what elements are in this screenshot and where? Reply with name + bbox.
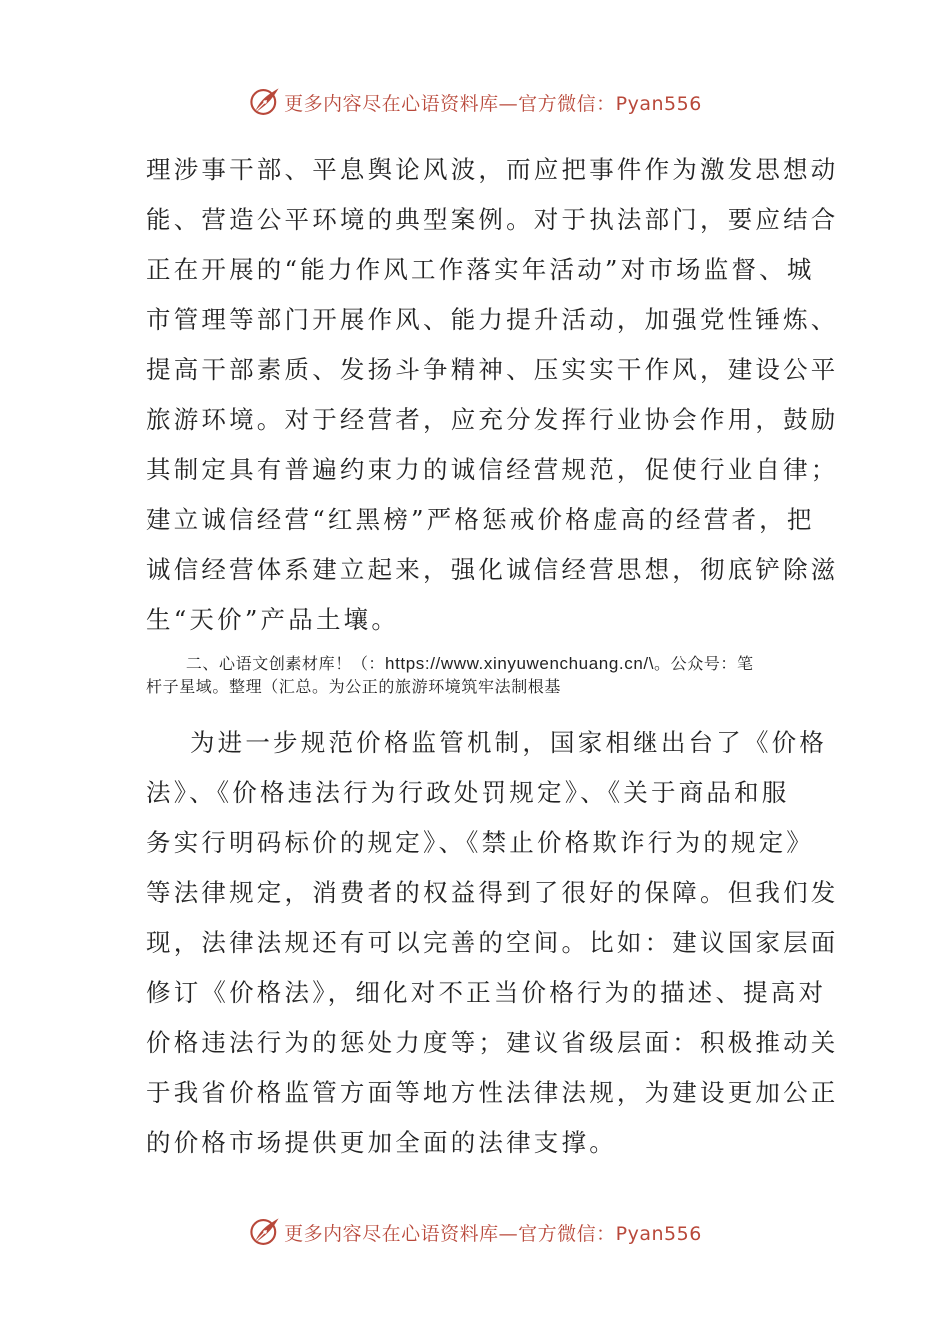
paragraph-line: 现，法律法规还有可以完善的空间。比如：建议国家层面 [146,928,839,957]
header-banner-text: 更多内容尽在心语资料库—官方微信：Pyan556 [284,92,702,115]
paragraph-line: 正在开展的“能力作风工作落实年活动”对市场监督、城 [146,255,815,284]
paragraph-line: 诚信经营体系建立起来，强化诚信经营思想，彻底铲除滋 [146,555,839,584]
section-heading [146,652,816,698]
website-link[interactable]: https://www.xinyuwenchuang.cn/\ [385,654,655,673]
section-heading-line-1: 二、心语文创素材库！（：https://www.xinyuwenchuang.cn/\。公众号：笔 [185,654,754,673]
wechat-id: Pyan556 [615,1222,702,1245]
wechat-id: Pyan556 [615,92,702,115]
paragraph-line: 生“天价”产品土壤。 [146,605,400,634]
header-banner [0,82,950,122]
paragraph-line: 修订《价格法》，细化对不正当价格行为的描述、提高对 [146,978,827,1007]
paragraph-line: 务实行明码标价的规定》、《禁止价格欺诈行为的规定》 [146,828,814,857]
paragraph-line: 等法律规定，消费者的权益得到了很好的保障。但我们发 [146,878,839,907]
section-heading-line-2: 杆子星域。整理（汇总。为公正的旅游环境筑牢法制根基 [146,677,562,696]
paragraph-line: 建立诚信经营“红黑榜”严格惩戒价格虚高的经营者，把 [146,505,815,534]
pen-nib-logo-icon [248,1215,282,1249]
paragraph-line: 旅游环境。对于经营者，应充分发挥行业协会作用，鼓励 [146,405,839,434]
paragraph-line: 理涉事干部、平息舆论风波，而应把事件作为激发思想动 [146,155,839,184]
paragraph-1 [146,145,839,645]
footer-banner [0,1212,950,1252]
paragraph-line: 的价格市场提供更加全面的法律支撑。 [146,1128,617,1157]
paragraph-line: 价格违法行为的惩处力度等；建议省级层面：积极推动关 [146,1028,839,1057]
paragraph-3 [146,718,839,1168]
paragraph-line: 市管理等部门开展作风、能力提升活动，加强党性锤炼、 [146,305,839,334]
paragraph-line: 其制定具有普遍约束力的诚信经营规范，促使行业自律； [146,455,839,484]
paragraph-line: 能、营造公平环境的典型案例。对于执法部门，要应结合 [146,205,839,234]
paragraph-line: 提高干部素质、发扬斗争精神、压实实干作风，建设公平 [146,355,839,384]
pen-nib-logo-icon [248,85,282,119]
paragraph-line: 为进一步规范价格监管机制，国家相继出台了《价格 [189,728,828,757]
footer-banner-text: 更多内容尽在心语资料库—官方微信：Pyan556 [284,1222,702,1245]
paragraph-line: 法》、《价格违法行为行政处罚规定》、《关于商品和服 [146,778,790,807]
paragraph-line: 于我省价格监管方面等地方性法律法规，为建设更加公正 [146,1078,839,1107]
